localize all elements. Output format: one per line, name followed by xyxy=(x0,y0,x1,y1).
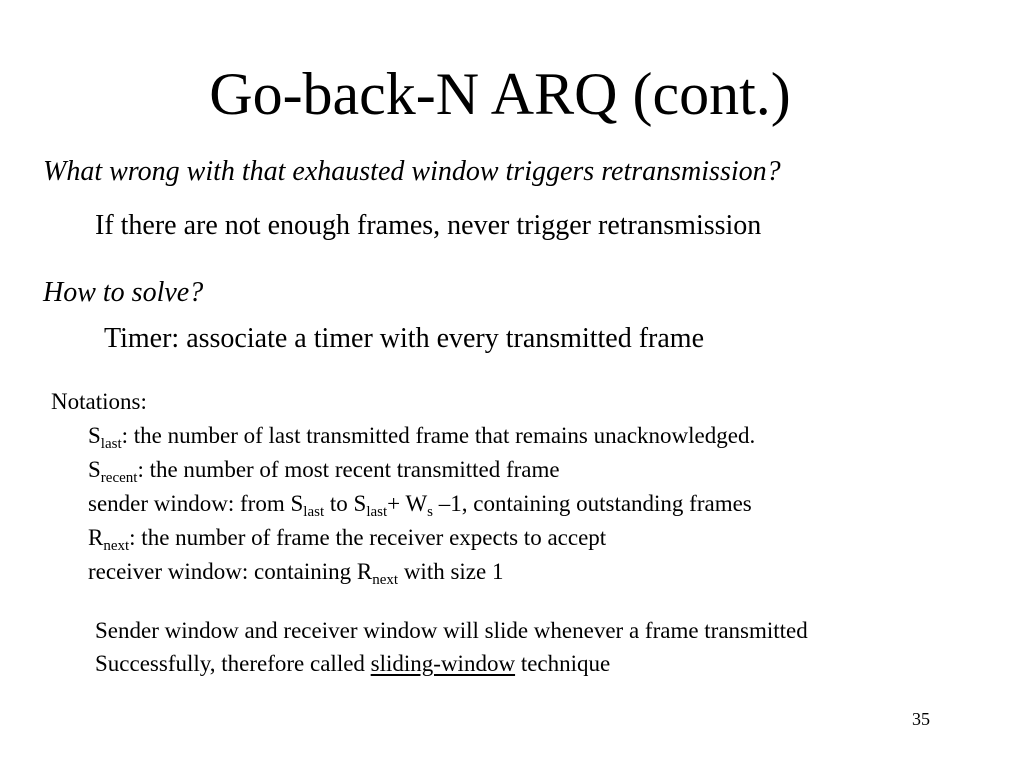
question-how-to-solve: How to solve? xyxy=(43,277,204,308)
notation-subscript: last xyxy=(100,436,122,452)
notation-subscript: recent xyxy=(100,470,138,486)
summary-line-1: Sender window and receiver window will slide whenever a frame transmitted xyxy=(95,618,808,643)
notation-symbol: R xyxy=(88,525,104,550)
notation-text: –1, containing outstanding frames xyxy=(433,491,752,516)
notation-subscript: last xyxy=(366,504,388,520)
notation-text: to S xyxy=(324,491,367,516)
notation-symbol: S xyxy=(88,423,101,448)
notation-sender-window xyxy=(88,490,752,518)
notation-text: + W xyxy=(387,491,428,516)
page-number: 35 xyxy=(912,709,930,729)
notation-s-recent xyxy=(88,456,560,484)
notation-s-last xyxy=(88,422,755,450)
answer-not-enough-frames: If there are not enough frames, never trigger retransmission xyxy=(95,210,762,241)
notation-definition: : the number of last transmitted frame that remains unacknowledged. xyxy=(121,423,756,448)
notation-definition: : the number of most recent transmitted frame xyxy=(137,457,560,482)
slide-title: Go-back-N ARQ (cont.) xyxy=(209,61,791,127)
summary-text: Successfully, therefore called xyxy=(95,651,371,676)
question-exhausted-window: What wrong with that exhausted window triggers retransmission? xyxy=(43,156,781,187)
notation-definition: : the number of frame the receiver expects to accept xyxy=(129,525,607,550)
summary-line-2 xyxy=(95,650,610,678)
notation-subscript: next xyxy=(372,572,399,588)
notations-label: Notations: xyxy=(51,389,147,414)
sliding-window-term: sliding-window xyxy=(370,651,516,676)
notation-subscript: next xyxy=(103,538,130,554)
notation-receiver-window xyxy=(88,558,503,586)
notation-subscript: last xyxy=(303,504,325,520)
notation-text: with size 1 xyxy=(398,559,504,584)
notation-r-next xyxy=(88,524,606,552)
summary-text: technique xyxy=(515,651,611,676)
notation-text: sender window: from S xyxy=(88,491,304,516)
notation-subscript: s xyxy=(427,504,434,520)
notation-symbol: S xyxy=(88,457,101,482)
notation-text: receiver window: containing R xyxy=(88,559,373,584)
answer-timer: Timer: associate a timer with every transmitted frame xyxy=(104,323,705,354)
